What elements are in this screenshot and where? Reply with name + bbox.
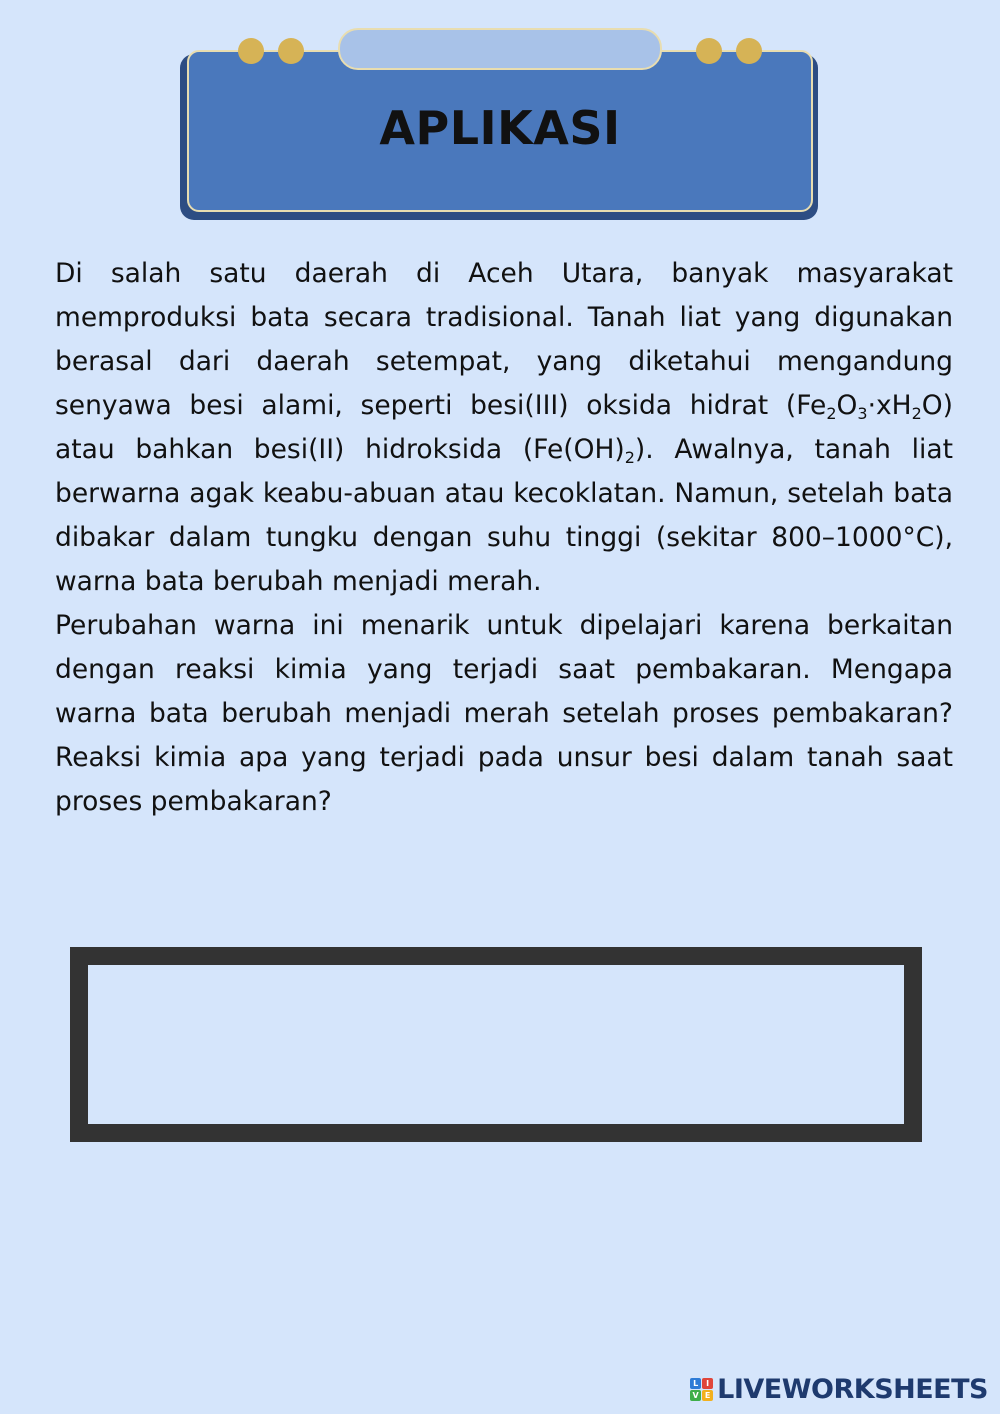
liveworksheets-logo-text: LIVEWORKSHEETS bbox=[717, 1373, 988, 1405]
answer-box[interactable] bbox=[70, 947, 922, 1142]
liveworksheets-logo-icon: L I V E bbox=[690, 1378, 713, 1401]
page-title: APLIKASI bbox=[379, 101, 621, 155]
liveworksheets-logo bbox=[690, 1372, 988, 1406]
reading-passage bbox=[55, 252, 953, 824]
header-banner bbox=[180, 28, 822, 223]
paragraph-1: Di salah satu daerah di Aceh Utara, banyak masyarakat memproduksi bata secara tradisional. Tanah liat yang digunakan berasal dari daerah setempat, yang diketahui mengandung senyawa besi alami, seperti besi(III) oksida hidrat $(Fe_2O_3\cdot xH_2O)$ atau bahkan besi(II) hidroksida $(Fe(OH)_2)$. Awalnya, tanah liat berwarna agak keabu-abuan atau kecoklatan. Namun, setelah bata dibakar dalam tungku dengan suhu tinggi (sekitar 800–1000°C), warna bata berubah menjadi merah. bbox=[55, 258, 953, 597]
paragraph-2: Perubahan warna ini menarik untuk dipelajari karena berkaitan dengan reaksi kimia yang terjadi saat pembakaran. Mengapa warna bata berubah menjadi merah setelah proses pembakaran? Reaksi kimia apa yang terjadi pada unsur besi dalam tanah saat proses pembakaran? bbox=[55, 610, 953, 817]
